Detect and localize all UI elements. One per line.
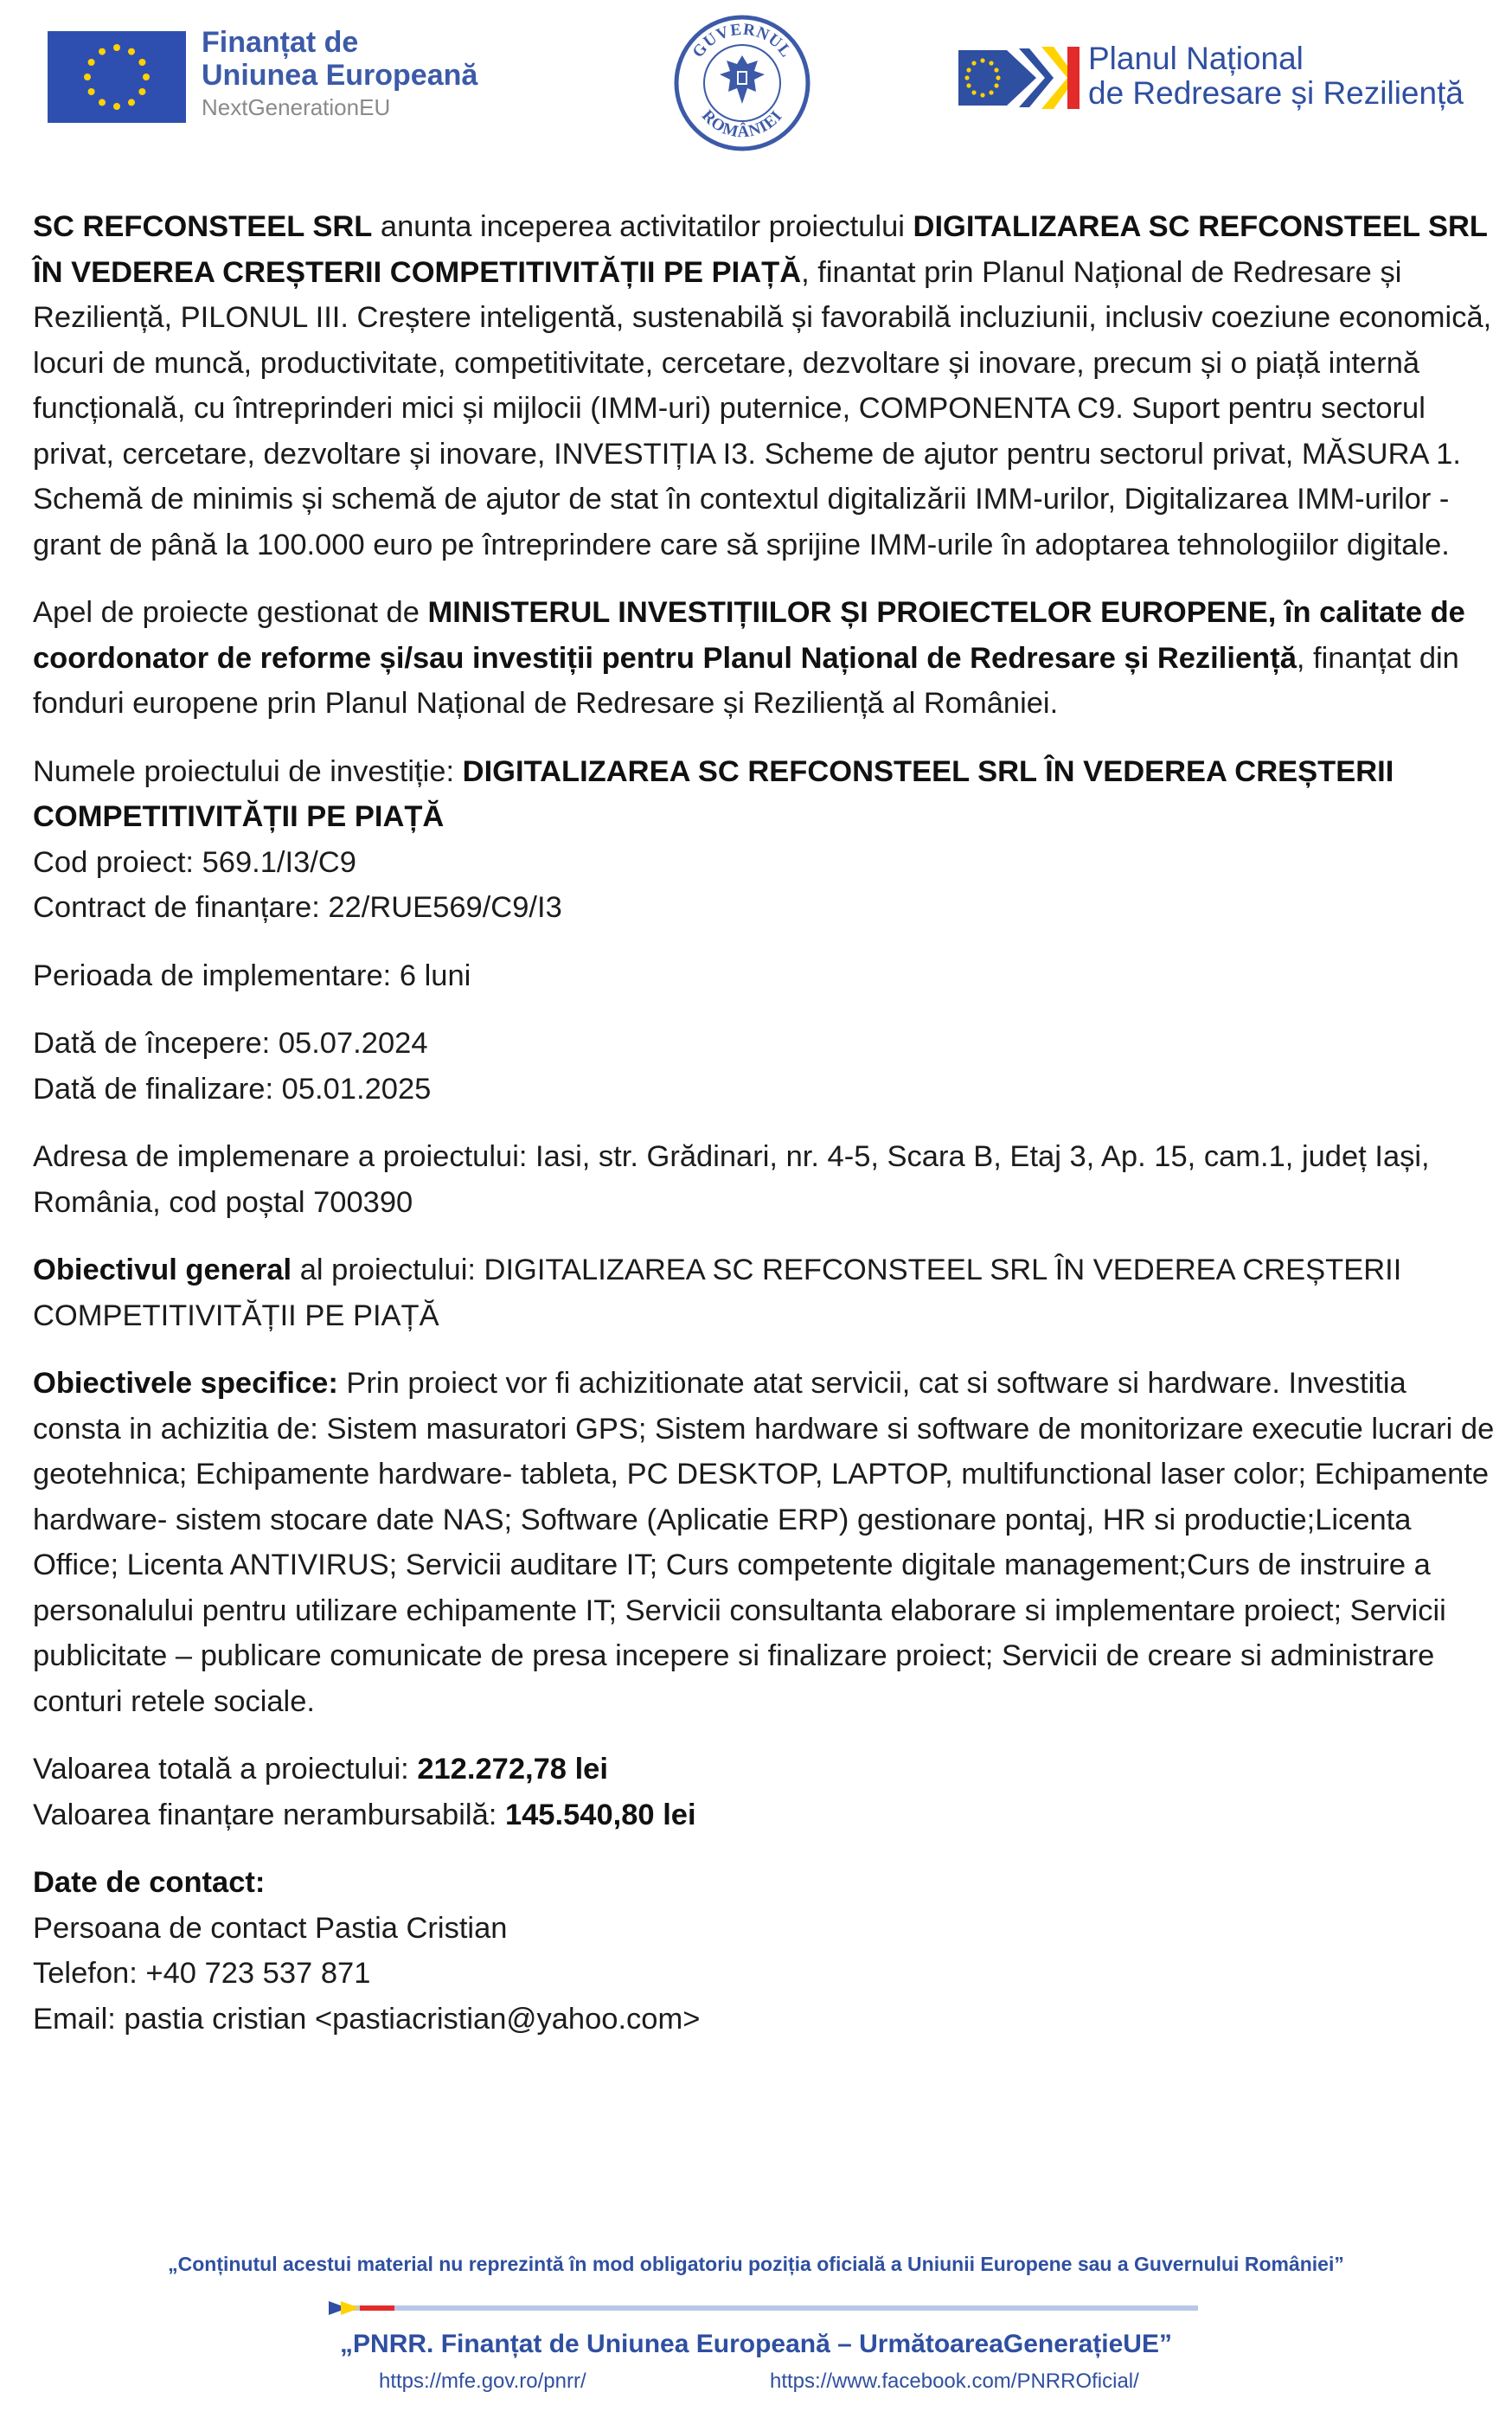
eu-star-icon [143,74,150,80]
eu-logo-line1: Finanțat de [202,26,359,59]
intro-text2: , finantat prin Planul Național de Redresare și Reziliență, PILONUL III. Creștere inteligentă, sustenabilă și favorabilă incluziunii, inclusiv coeziune economică, locuri de muncă, productivitate, competitivitate, cercetare, dezvoltare și inovare, precum și o piață internă funcțională, cu întreprinderi mici și mijlocii (IMM-uri) puternice, COMPONENTA C9. Suport pentru sectorul privat, cercetare, dezvoltare și inovare, INVESTIȚIA I3. Scheme de ajutor pentru sectorul privat, MĂSURA 1. Schemă de minimis și schemă de ajutor de stat în contextul digitalizării IMM-urilor, Digitalizarea IMM-urilor - grant de până la 100.000 euro pe întreprindere care să sprijine IMM-urile în adoptarea tehnologiilor digitale. [33,255,1492,561]
contact-email[interactable]: Email: pastia cristian <pastiacristian@yahoo.com> [33,2002,701,2036]
specific-objectives-label: Obiectivele specifice: [33,1367,338,1400]
total-value: 212.272,78 lei [417,1753,608,1786]
eu-logo-line3: NextGenerationEU [202,94,391,120]
call-paragraph [33,590,1496,727]
eu-logo [48,26,497,130]
seal-bottom-text: ROMÂNIEI [697,106,786,142]
header-logos [0,0,1512,156]
eu-star-icon [138,88,145,95]
pnrr-logo-line2: de Redresare și Reziliență [1088,75,1464,111]
contact-section [33,1860,1496,2042]
government-seal-icon [673,14,811,152]
mfe-pnrr-link[interactable]: https://mfe.gov.ro/pnrr/ [379,2369,586,2393]
intro-paragraph [33,204,1496,568]
project-code: Cod proiect: 569.1/I3/C9 [33,845,356,879]
eu-star-icon [99,99,106,106]
project-dates [33,1021,1496,1112]
footer-color-bar [329,2299,1198,2317]
specific-objectives [33,1361,1496,1724]
eu-star-icon [88,59,95,66]
pnrr-logo-text [1088,42,1464,111]
project-name-label: Numele proiectului de investiție: [33,754,463,788]
project-period: Perioada de implementare: 6 luni [33,959,471,992]
contact-title: Date de contact: [33,1866,266,1899]
pnrr-logo-line1: Planul Național [1088,41,1304,76]
eu-logo-line2: Uniunea Europeană [202,59,478,92]
contact-person: Persoana de contact Pastia Cristian [33,1911,508,1945]
grant-value-label: Valoarea finanțare nerambursabilă: [33,1798,505,1831]
announcement-body [33,204,1496,2042]
general-objective-text: al proiectului: DIGITALIZAREA SC REFCONSTEEL SRL ÎN VEDEREA CREȘTERII COMPETITIVITĂȚII PE PIAȚĂ [33,1254,1402,1332]
project-name-value: DIGITALIZAREA SC REFCONSTEEL SRL ÎN VEDEREA CREȘTERII COMPETITIVITĂȚII PE PIAȚĂ [33,754,1394,833]
call-ministry: MINISTERUL INVESTIȚIILOR ȘI PROIECTELOR EUROPENE, în calitate de coordonator de reforme și/sau investiții pentru Planul Național de Redresare și Reziliență [33,596,1465,675]
eu-star-icon [88,88,95,95]
project-details [33,749,1496,931]
project-contract: Contract de finanțare: 22/RUE569/C9/I3 [33,891,562,924]
general-objective [33,1247,1496,1338]
project-start-date: Dată de începere: 05.07.2024 [33,1027,428,1060]
general-objective-label: Obiectivul general [33,1254,292,1286]
project-end-date: Dată de finalizare: 05.01.2025 [33,1072,432,1106]
eu-star-icon [138,59,145,66]
grant-value: 145.540,80 lei [504,1798,696,1831]
contact-phone: Telefon: +40 723 537 871 [33,1957,371,1990]
pnrr-slogan: „PNRR. Finanțat de Uniunea Europeană – UrmătoareaGenerațieUE” [340,2330,1172,2358]
facebook-pnrr-link[interactable]: https://www.facebook.com/PNRROficial/ [770,2369,1139,2393]
specific-objectives-text: Prin proiect vor fi achizitionate atat servicii, cat si software si hardware. Investitia consta in achizitia de: Sistem masuratori GPS; Sistem hardware si software de monitorizare executie lucrari de geotehnica; Echipamente hardware- tableta, PC DESKTOP, LAPTOP, multifunctional laser color; Echipamente hardware- sistem stocare date NAS; Software (Aplicatie ERP) gestionare pontaj, HR si productie;Licenta Office; Licenta ANTIVIRUS; Servicii auditare IT; Curs competente digitale management;Curs de instruire a personalului pentru utilizare echipamente IT; Servicii consultanta elaborare si implementare proiect; Servicii publicitate – publicare comunicate de presa incepere si finalizare proiect; Servicii de creare si administrare conturi retele sociale. [33,1367,1495,1718]
eu-flag-icon [48,31,186,123]
project-title: DIGITALIZAREA SC REFCONSTEEL SRL ÎN VEDEREA CREȘTERII COMPETITIVITĂȚII PE PIAȚĂ [33,210,1488,289]
call-text1: Apel de proiecte gestionat de [33,596,428,629]
pnrr-logo [958,35,1495,121]
eu-star-icon [113,103,120,110]
intro-text1: anunta inceperea activitatilor proiectului [372,210,913,243]
eu-star-icon [128,48,135,55]
call-text2: , finanțat din fonduri europene prin Planul Național de Redresare și Reziliență al României. [33,641,1459,720]
eu-logo-text [202,26,477,123]
eu-star-icon [113,44,120,51]
eu-star-icon [84,74,91,80]
project-address: Adresa de implemenare a proiectului: Iasi, str. Grădinari, nr. 4-5, Scara B, Etaj 3, Ap. 15, cam.1, județ Iași, România, cod poștal 700390 [33,1140,1430,1219]
seal-top-text: GUVERNUL [689,20,796,61]
eu-star-icon [128,99,135,106]
eu-star-icon [99,48,106,55]
company-name: SC REFCONSTEEL SRL [33,210,373,243]
pnrr-flag-icon [958,43,1080,112]
project-values [33,1747,1496,1837]
disclaimer-note: „Conținutul acestui material nu reprezintă în mod obligatoriu poziția oficială a Uniunii Europene sau a Guvernului României” [168,2253,1344,2275]
total-value-label: Valoarea totală a proiectului: [33,1753,418,1786]
